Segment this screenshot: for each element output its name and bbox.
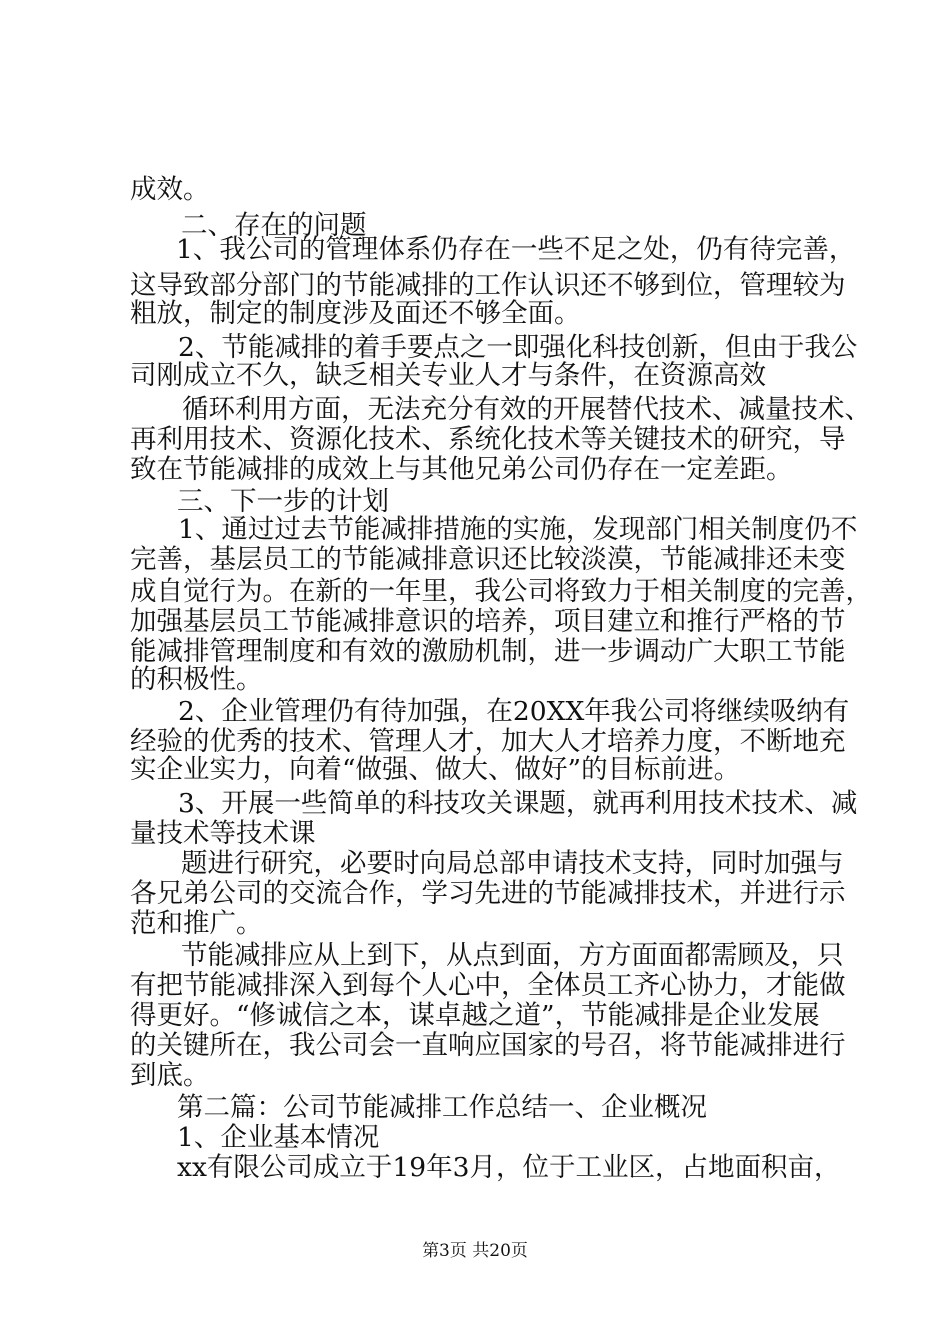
section-heading: 三、下一步的计划: [177, 486, 389, 517]
text-line: 实企业实力，向着“做强、做大、做好”的目标前进。: [130, 754, 741, 785]
text-line: 的关键所在，我公司会一直响应国家的号召，将节能减排进行: [130, 1030, 846, 1061]
text-line: 得更好。“修诚信之本，谋卓越之道”，节能减排是企业发展: [130, 1000, 820, 1031]
text-line: 节能减排应从上到下，从点到面，方方面面都需顾及，只: [181, 940, 844, 971]
text-line: 2、企业管理仍有待加强，在20XX年我公司将继续吸纳有: [178, 696, 850, 727]
text-line: 的积极性。: [130, 664, 263, 695]
text-line: 题进行研究，必要时向局总部申请技术支持，同时加强与: [181, 848, 844, 879]
text-line: 加强基层员工节能减排意识的培养，项目建立和推行严格的节: [130, 606, 846, 637]
text-line: xx有限公司成立于19年3月，位于工业区，占地面积亩，: [177, 1152, 841, 1183]
text-line: 粗放，制定的制度涉及面还不够全面。: [130, 298, 581, 329]
text-line: 2、节能减排的着手要点之一即强化科技创新，但由于我公: [178, 332, 858, 363]
text-line: 1、我公司的管理体系仍存在一些不足之处，仍有待完善，: [176, 234, 856, 265]
text-line: 1、通过过去节能减排措施的实施，发现部门相关制度仍不: [178, 514, 858, 545]
text-line: 3、开展一些简单的科技攻关课题，就再利用技术技术、减: [178, 788, 858, 819]
text-line: 再利用技术、资源化技术、系统化技术等关键技术的研究，导: [130, 424, 846, 455]
text-line: 致在节能减排的成效上与其他兄弟公司仍存在一定差距。: [130, 454, 793, 485]
text-line: 经验的优秀的技术、管理人才，加大人才培养力度，不断地充: [130, 726, 846, 757]
text-line: 完善，基层员工的节能减排意识还比较淡漠，节能减排还未变: [130, 544, 846, 575]
page-number-footer: 第3页 共20页: [422, 1241, 528, 1261]
text-line: 有把节能减排深入到每个人心中，全体员工齐心协力，才能做: [130, 970, 846, 1001]
section-heading: 1、企业基本情况: [177, 1122, 380, 1153]
chapter-heading: 第二篇：公司节能减排工作总结一、企业概况: [177, 1092, 707, 1123]
text-line: 循环利用方面，无法充分有效的开展替代技术、减量技术、: [182, 394, 871, 425]
text-line: 成自觉行为。在新的一年里，我公司将致力于相关制度的完善，: [130, 576, 872, 607]
text-line: 量技术等技术课: [130, 818, 316, 849]
section-heading: 二、存在的问题: [181, 210, 367, 241]
text-line: 成效。: [130, 174, 210, 205]
text-line: 司刚成立不久，缺乏相关专业人才与条件，在资源高效: [130, 360, 766, 391]
text-line: 这导致部分部门的节能减排的工作认识还不够到位，管理较为: [130, 270, 846, 301]
text-line: 到底。: [130, 1060, 210, 1091]
text-line: 范和推广。: [130, 908, 263, 939]
text-line: 能减排管理制度和有效的激励机制，进一步调动广大职工节能: [130, 636, 846, 667]
text-line: 各兄弟公司的交流合作，学习先进的节能减排技术，并进行示: [130, 878, 846, 909]
